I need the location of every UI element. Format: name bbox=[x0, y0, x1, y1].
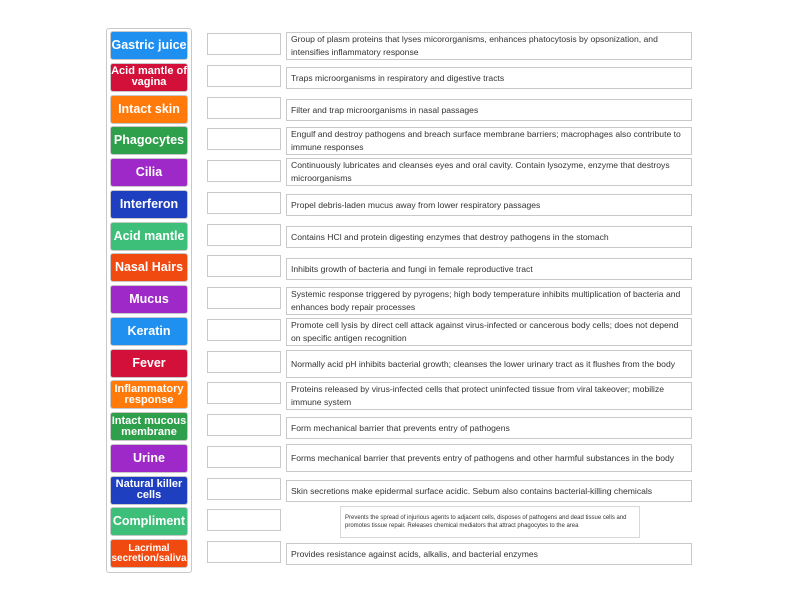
drop-slot[interactable] bbox=[207, 541, 281, 563]
tile-urine[interactable] bbox=[110, 444, 188, 473]
tile-mucus[interactable] bbox=[110, 285, 188, 314]
definition-text: Propel debris-laden mucus away from lower respiratory passages bbox=[291, 200, 541, 210]
definition-card bbox=[286, 127, 692, 155]
drop-slot[interactable] bbox=[207, 478, 281, 500]
tile-lacrimal-secretion-saliva[interactable] bbox=[110, 539, 188, 568]
definition-card bbox=[340, 506, 640, 538]
drop-slot[interactable] bbox=[207, 224, 281, 246]
definition-card bbox=[286, 67, 692, 89]
definition-text: Form mechanical barrier that prevents entry of pathogens bbox=[291, 423, 510, 433]
definition-card bbox=[286, 99, 692, 121]
tile-label: Inflammatory response bbox=[114, 382, 184, 406]
tile-intact-skin[interactable] bbox=[110, 95, 188, 124]
definition-text: Group of plasm proteins that lyses micororganisms, enhances phatocytosis by opsonization, and intensifies inflammatory response bbox=[291, 34, 658, 57]
drop-slot[interactable] bbox=[207, 128, 281, 150]
drop-slot[interactable] bbox=[207, 33, 281, 55]
drop-slot[interactable] bbox=[207, 509, 281, 531]
definition-text: Traps microorganisms in respiratory and digestive tracts bbox=[291, 73, 505, 83]
definition-card bbox=[286, 32, 692, 60]
tile-fever[interactable] bbox=[110, 349, 188, 378]
tile-label: Natural killer cells bbox=[115, 478, 183, 501]
definition-card bbox=[286, 417, 692, 439]
tile-acid-mantle-of-vagina[interactable] bbox=[110, 63, 188, 92]
tile-label: Intact skin bbox=[118, 101, 180, 116]
tile-label: Fever bbox=[132, 355, 166, 370]
definition-text: Skin secretions make epidermal surface acidic. Sebum also contains bacterial-killing chemicals bbox=[291, 486, 653, 496]
tile-inflammatory-response[interactable] bbox=[110, 380, 188, 409]
definition-text: Provides resistance against acids, alkalis, and bacterial enzymes bbox=[291, 549, 538, 559]
definition-card bbox=[286, 444, 692, 472]
tile-nasal-hairs[interactable] bbox=[110, 253, 188, 282]
tile-label: Acid mantle bbox=[113, 228, 185, 243]
definition-text: Forms mechanical barrier that prevents entry of pathogens and other harmful substances in the body bbox=[291, 452, 675, 463]
definition-text: Inhibits growth of bacteria and fungi in female reproductive tract bbox=[291, 264, 533, 274]
tile-label: Urine bbox=[133, 450, 165, 465]
definition-card bbox=[286, 287, 692, 315]
drop-slot[interactable] bbox=[207, 255, 281, 277]
tile-interferon[interactable] bbox=[110, 190, 188, 219]
tile-acid-mantle[interactable] bbox=[110, 222, 188, 251]
definition-card bbox=[286, 318, 692, 346]
definition-card bbox=[286, 480, 692, 502]
tile-label: Cilia bbox=[135, 165, 163, 179]
tile-phagocytes[interactable] bbox=[110, 126, 188, 155]
drop-slot[interactable] bbox=[207, 319, 281, 341]
definition-text: Normally acid pH inhibits bacterial growth; cleanses the lower urinary tract as it flushes from the body bbox=[291, 358, 676, 369]
definition-card bbox=[286, 158, 692, 186]
definition-card bbox=[286, 350, 692, 378]
tile-label: Mucus bbox=[129, 292, 169, 306]
tile-compliment[interactable] bbox=[110, 507, 188, 536]
tile-label: Gastric juice bbox=[111, 38, 187, 52]
tile-label: Compliment bbox=[112, 514, 186, 529]
definition-text: Proteins released by virus-infected cells that protect uninfected tissue from viral takeover; mobilize immune system bbox=[291, 384, 665, 407]
definition-card bbox=[286, 382, 692, 410]
definition-card bbox=[286, 226, 692, 248]
definition-text: Promote cell lysis by direct cell attack against virus-infected or cancerous body cells; does not depend on specific antigen recognition bbox=[291, 320, 679, 343]
tile-intact-mucous-membrane[interactable] bbox=[110, 412, 188, 441]
answer-tiles-panel bbox=[106, 28, 192, 573]
definition-text: Engulf and destroy pathogens and breach surface membrane barriers; macrophages also contribute to immune responses bbox=[291, 129, 681, 152]
tile-cilia[interactable] bbox=[110, 158, 188, 187]
definition-text: Continuously lubricates and cleanses eyes and oral cavity. Contain lysozyme, enzyme that destroys microorganisms bbox=[291, 160, 670, 183]
definition-text: Systemic response triggered by pyrogens; high body temperature inhibits multiplication of bacteria and enhances body repair processes bbox=[291, 289, 681, 312]
definition-card bbox=[286, 543, 692, 565]
drop-slot[interactable] bbox=[207, 97, 281, 119]
tile-label: Interferon bbox=[119, 196, 179, 211]
definition-card bbox=[286, 258, 692, 280]
tile-label: Acid mantle of vagina bbox=[111, 65, 187, 89]
tile-label: Phagocytes bbox=[113, 133, 185, 148]
tile-label: Intact mucous membrane bbox=[111, 414, 187, 438]
tile-natural-killer-cells[interactable] bbox=[110, 476, 188, 505]
drop-slot[interactable] bbox=[207, 382, 281, 404]
definition-text: Contains HCl and protein digesting enzymes that destroy pathogens in the stomach bbox=[291, 232, 609, 242]
tile-label: Lacrimal secretion/saliva bbox=[111, 542, 187, 564]
tile-label: Keratin bbox=[127, 323, 171, 338]
definition-card bbox=[286, 194, 692, 216]
drop-slot[interactable] bbox=[207, 160, 281, 182]
drop-slot[interactable] bbox=[207, 414, 281, 436]
drop-slot[interactable] bbox=[207, 65, 281, 87]
tile-gastric-juice[interactable] bbox=[110, 31, 188, 60]
tile-keratin[interactable] bbox=[110, 317, 188, 346]
drop-slot[interactable] bbox=[207, 287, 281, 309]
definition-text: Filter and trap microorganisms in nasal passages bbox=[291, 105, 479, 115]
tile-label: Nasal Hairs bbox=[114, 260, 184, 275]
drop-slot[interactable] bbox=[207, 192, 281, 214]
drop-slot[interactable] bbox=[207, 446, 281, 468]
definition-text: Prevents the spread of injurious agents to adjacent cells, disposes of pathogens and dead tissue cells and promotes tissue repair. Releases chemical mediators that attract phagocytes to the area bbox=[345, 514, 627, 529]
drop-slot[interactable] bbox=[207, 351, 281, 373]
